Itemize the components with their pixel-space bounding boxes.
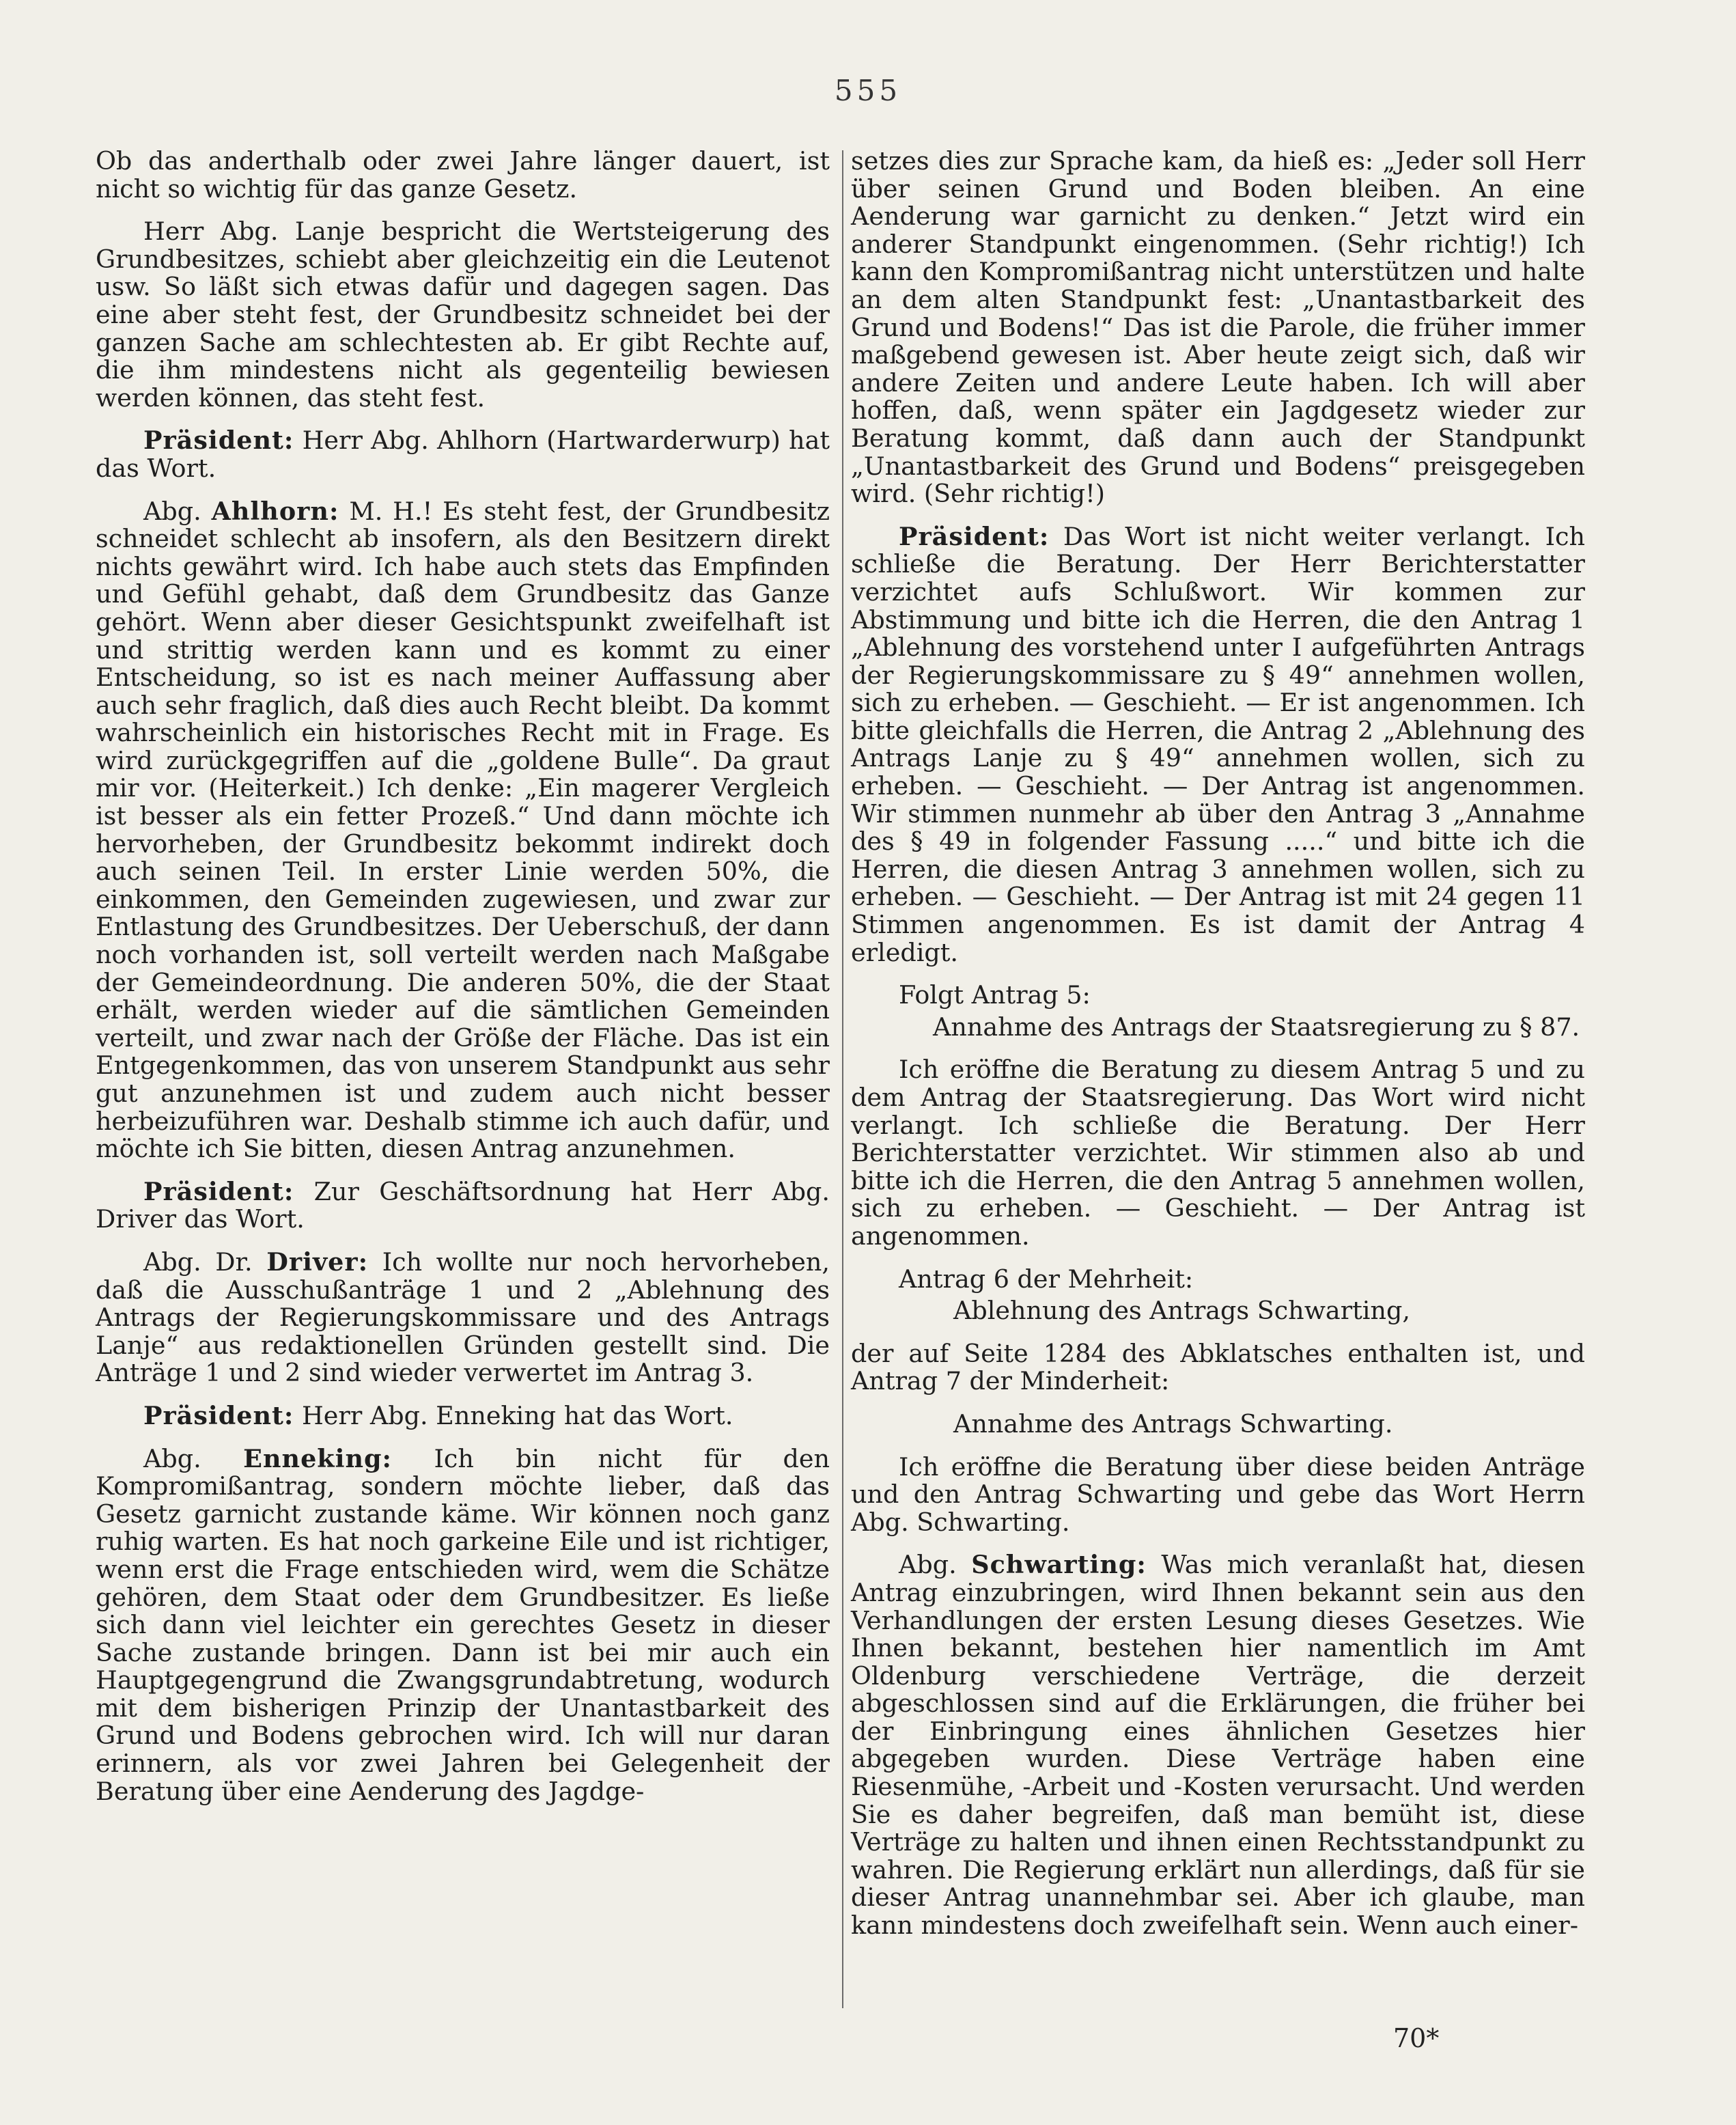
speech-text: Zur Geschäftsordnung hat Herr Abg. Driver das Wort. <box>96 1176 830 1234</box>
motion-line: Ablehnung des Antrags Schwarting, <box>953 1296 1410 1326</box>
left-column <box>96 148 830 1820</box>
speech-paragraph <box>96 1445 830 1806</box>
speech-text: Was mich veranlaßt hat, diesen Antrag einzubringen, wird Ihnen bekannt sein aus den Verhandlungen der ersten Lesung dieses Gesetzes. Wie Ihnen bekannt, bestehen hier namentlich im Amt Oldenburg verschiedene Verträge, die derzeit abgeschlossen sind auf die Erklärungen, die früher bei der Einbringung eines ähnlichen Gesetzes hier abgegeben wurden. Diese Verträge haben eine Riesenmühe, -Arbeit und -Kosten verursacht. Und werden Sie es daher begreifen, daß man bemüht ist, diese Verträge zu halten und ihnen einen Rechtsstandpunkt zu wahren. Die Regierung erklärt nun allerdings, daß für sie dieser Antrag unannehmbar sei. Aber ich glaube, man kann mindestens doch zweifelhaft sein. Wenn auch einer- <box>851 1550 1585 1941</box>
text-paragraph: der auf Seite 1284 des Abklatsches enthalten ist, und Antrag 7 der Minderheit: <box>851 1338 1585 1396</box>
text-paragraph: Ich eröffne die Beratung über diese beiden Anträge und den Antrag Schwarting und gebe das Wort Herrn Abg. Schwarting. <box>851 1452 1585 1537</box>
speech-paragraph <box>96 498 830 1163</box>
speaker-name: Ahlhorn: <box>211 496 339 526</box>
speaker-name: Enneking: <box>243 1443 392 1473</box>
text-paragraph: setzes dies zur Sprache kam, da hieß es: „Jeder soll Herr über seinen Grund und Boden bleiben. An eine Aenderung war garnicht zu denken.“ Jetzt wird ein anderer Standpunkt eingenommen. (Sehr richtig!) Ich kann den Kompromißantrag nicht unterstützen und halte an dem alten Standpunkt fest: „Unantastbarkeit des Grund und Bodens!“ Das ist die Parole, die früher immer maßgebend gewesen ist. Aber heute zeigt sich, daß wir andere Zeiten und andere Leute haben. Ich will aber hoffen, daß, wenn später ein Jagdgesetz wieder zur Beratung kommt, daß dann auch der Standpunkt „Unantastbarkeit des Grund und Bodens“ preisgegeben wird. (Sehr richtig!) <box>851 146 1585 509</box>
speaker-prefix: Abg. <box>899 1550 972 1580</box>
speaker-name: Schwarting: <box>971 1550 1147 1580</box>
speech-paragraph <box>96 1249 830 1387</box>
speaker-name: Präsident: <box>899 521 1050 551</box>
speaker-prefix: Abg. <box>143 496 212 526</box>
speech-paragraph <box>851 1551 1585 1939</box>
speaker-prefix: Abg. Dr. <box>143 1247 267 1277</box>
text-paragraph: Ob das anderthalb oder zwei Jahre länger dauert, ist nicht so wichtig für das ganze Gesetz. <box>96 146 830 204</box>
speech-paragraph <box>851 523 1585 967</box>
speech-paragraph <box>96 1402 830 1430</box>
speech-text: Herr Abg. Ahlhorn (Hartwarderwurp) hat das Wort. <box>96 426 830 483</box>
text-paragraph: Ich eröffne die Beratung zu diesem Antrag 5 und zu dem Antrag der Staatsregierung. Das Wort wird nicht verlangt. Ich schließe die Beratung. Der Herr Berichterstatter verzichtet. Wir stimmen also ab und bitte ich die Herren, die den Antrag 5 annehmen wollen, sich zu erheben. — Geschieht. — Der Antrag ist angenommen. <box>851 1055 1585 1251</box>
signature-mark: 70* <box>1393 2023 1440 2053</box>
text-paragraph: Antrag 6 der Mehrheit: <box>899 1264 1194 1294</box>
speaker-name: Driver: <box>266 1247 369 1277</box>
text-paragraph: Herr Abg. Lanje bespricht die Wertsteigerung des Grundbesitzes, schiebt aber gleichzeitig ein die Leutenot usw. So läßt sich etwas dafür und dagegen sagen. Das eine aber steht fest, der Grundbesitz schneidet bei der ganzen Sache am schlechtesten ab. Er gibt Rechte auf, die ihm mindestens nicht als gegenteilig bewiesen werden können, das steht fest. <box>96 217 830 413</box>
speech-text: Ich bin nicht für den Kompromißantrag, sondern möchte lieber, daß das Gesetz garnicht zustande käme. Wir können noch ganz ruhig warten. Es hat noch garkeine Eile und ist richtiger, wenn erst die Frage entschieden wird, wem die Schätze gehören, dem Staat oder dem Grundbesitzer. Es ließe sich dann viel leichter ein gerechtes Gesetz in dieser Sache zustande bringen. Dann ist bei mir auch ein Hauptgegengrund die Zwangsgrundabtretung, wodurch mit dem bisherigen Prinzip der Unantastbarkeit des Grund und Bodens gebrochen wird. Ich will nur daran erinnern, als vor zwei Jahren bei Gelegenheit der Beratung über eine Aenderung des Jagdge- <box>96 1443 830 1806</box>
speech-text: Ich wollte nur noch hervorheben, daß die Ausschußanträge 1 und 2 „Ablehnung des Antrags der Regierungskommissare und des Antrags Lanje“ aus redaktionellen Gründen gestellt sind. Die Anträge 1 und 2 sind wieder verwertet im Antrag 3. <box>96 1247 830 1388</box>
speech-text: Herr Abg. Enneking hat das Wort. <box>294 1400 733 1430</box>
speaker-name: Präsident: <box>143 1400 294 1430</box>
page-number: 555 <box>834 74 902 107</box>
speech-text: M. H.! Es steht fest, der Grundbesitz schneidet schlecht ab insofern, als den Besitzern direkt nichts gewährt wird. Ich habe auch stets das Empfinden und Gefühl gehabt, daß dem Grundbesitz das Ganze gehört. Wenn aber dieser Gesichtspunkt zweifelhaft ist und strittig werden kann und es kommt zu einer Entscheidung, so ist es nach meiner Auffassung aber auch sehr fraglich, daß dies auch Recht bleibt. Da kommt wahrscheinlich ein historisches Recht mit in Frage. Es wird zurückgegriffen auf die „goldene Bulle“. Da graut mir vor. (Heiterkeit.) Ich denke: „Ein magerer Vergleich ist besser als ein fetter Prozeß.“ Und dann möchte ich hervorheben, der Grundbesitz bekommt indirekt doch auch seinen Teil. In erster Linie werden 50%, die einkommen, den Gemeinden zugewiesen, und zwar zur Entlastung des Grundbesitzes. Der Ueberschuß, der dann noch vorhanden ist, soll verteilt werden nach Maßgabe der Gemeindeordnung. Die anderen 50%, die der Staat erhält, werden wieder auf die sämtlichen Gemeinden verteilt, und zwar nach der Größe der Fläche. Das ist ein Entgegenkommen, das von unserem Standpunkt aus sehr gut anzunehmen ist und zudem auch nicht besser herbeizuführen war. Deshalb stimme ich auch dafür, und möchte ich Sie bitten, diesen Antrag anzunehmen. <box>96 496 830 1164</box>
speech-paragraph <box>96 1178 830 1234</box>
motion-line: Annahme des Antrags Schwarting. <box>953 1408 1393 1439</box>
speaker-prefix: Abg. <box>143 1443 244 1473</box>
speaker-name: Präsident: <box>143 1176 294 1206</box>
speech-paragraph <box>96 427 830 482</box>
column-divider <box>842 150 843 2008</box>
right-column <box>851 148 1585 1955</box>
motion-line: Annahme des Antrags der Staatsregierung zu § 87. <box>933 1012 1580 1042</box>
speech-text: Das Wort ist nicht weiter verlangt. Ich schließe die Beratung. Der Herr Berichterstatter verzichtet aufs Schlußwort. Wir kommen zur Abstimmung und bitte ich die Herren, die den Antrag 1 „Ablehnung des vorstehend unter I aufgeführten Antrags der Regierungskommissare zu § 49“ annehmen wollen, sich zu erheben. — Geschieht. — Er ist angenommen. Ich bitte gleichfalls die Herren, die Antrag 2 „Ablehnung des Antrags Lanje zu § 49“ annehmen wollen, sich zu erheben. — Geschieht. — Der Antrag ist angenommen. Wir stimmen nunmehr ab über den Antrag 3 „Annahme des § 49 in folgender Fassung .....“ und bitte ich die Herren, die diesen Antrag 3 annehmen wollen, sich zu erheben. — Geschieht. — Der Antrag ist mit 24 gegen 11 Stimmen angenommen. Es ist damit der Antrag 4 erledigt. <box>851 521 1585 967</box>
text-paragraph: Folgt Antrag 5: <box>899 980 1091 1010</box>
speaker-name: Präsident: <box>143 426 294 456</box>
